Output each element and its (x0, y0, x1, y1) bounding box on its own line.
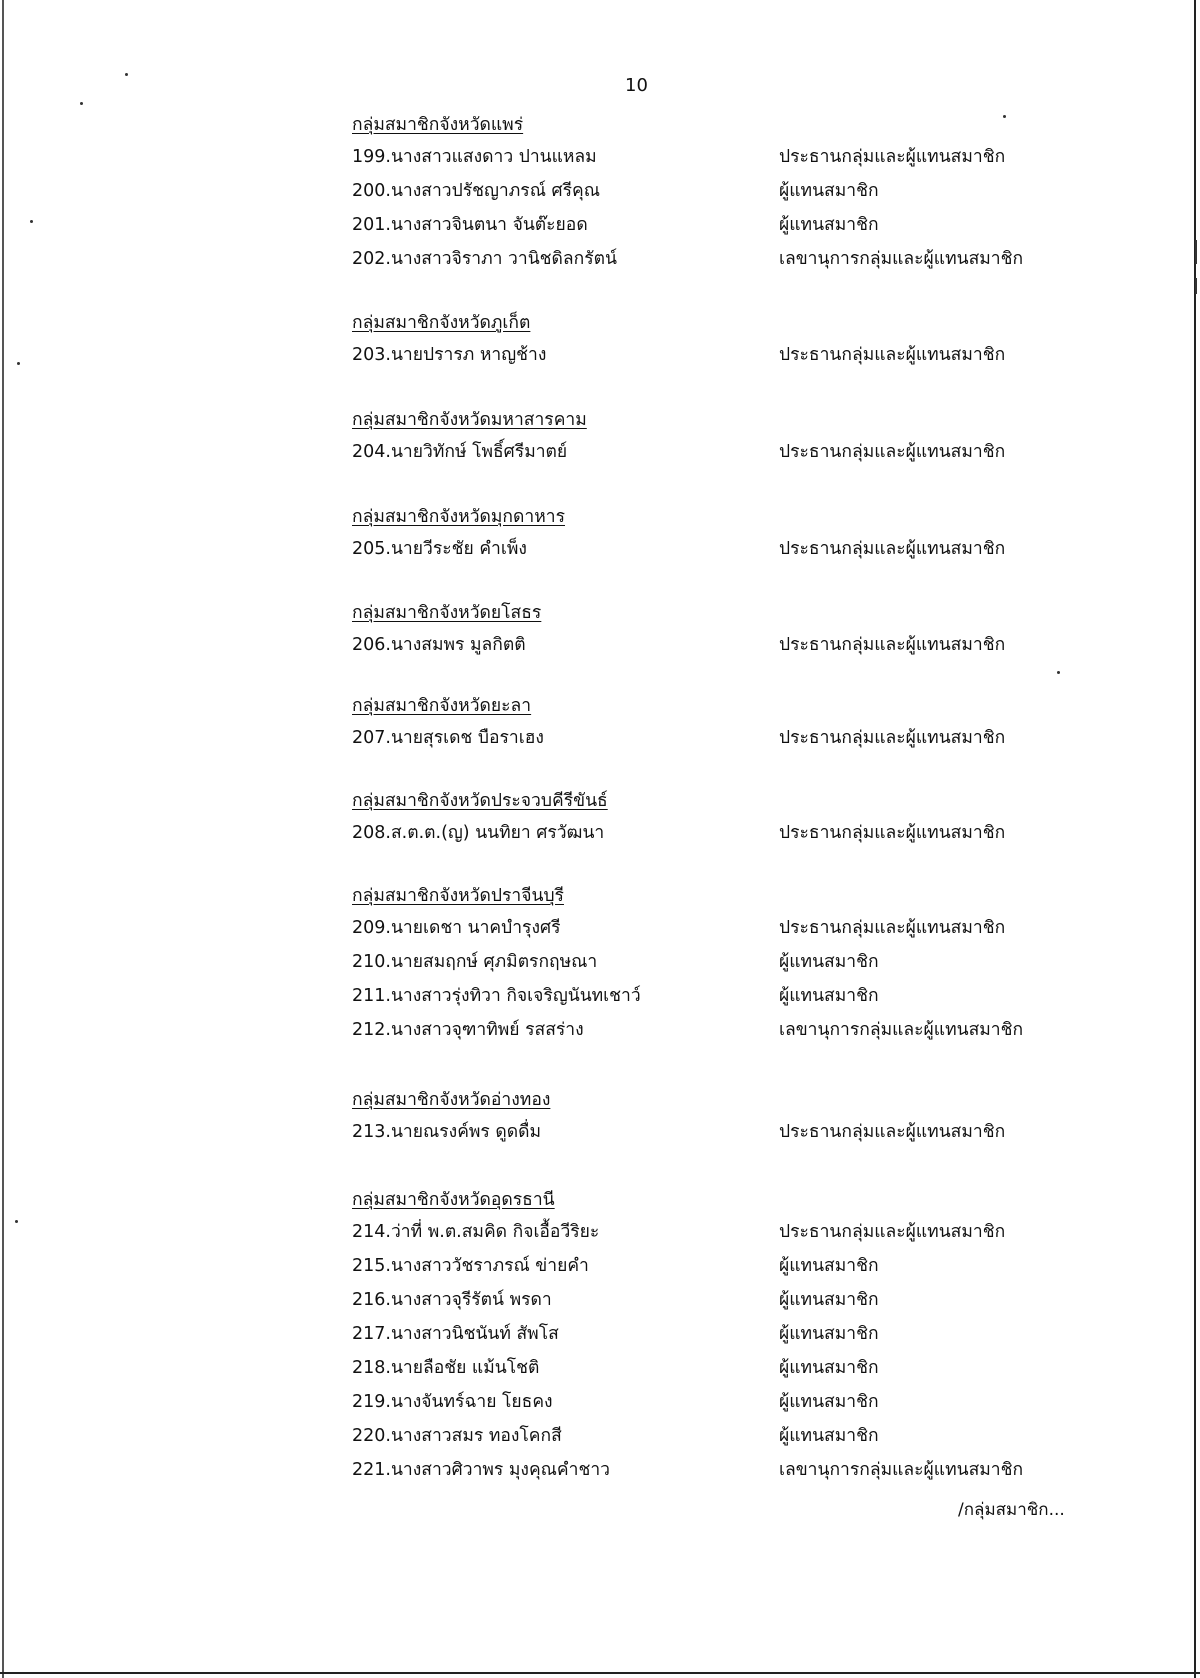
scan-mark (1195, 240, 1197, 264)
member-name: 214.ว่าที่ พ.ต.สมคิด กิจเอื้อวีริยะ (352, 1222, 600, 1242)
member-row (352, 628, 1072, 662)
group-ang-thong (352, 1085, 1072, 1149)
member-row (352, 532, 1072, 566)
group-title: กลุ่มสมาชิกจังหวัดแพร่ (352, 115, 524, 135)
scan-speck (1057, 671, 1060, 674)
member-role: ผู้แทนสมาชิก (779, 952, 879, 972)
member-role: ประธานกลุ่มและผู้แทนสมาชิก (779, 1122, 1006, 1142)
member-row (352, 1453, 1072, 1487)
group-phrae (352, 110, 1072, 276)
member-row (352, 1385, 1072, 1419)
member-role: เลขานุการกลุ่มและผู้แทนสมาชิก (779, 1460, 1024, 1480)
member-role: ประธานกลุ่มและผู้แทนสมาชิก (779, 345, 1006, 365)
member-role: ผู้แทนสมาชิก (779, 1392, 879, 1412)
group-title: กลุ่มสมาชิกจังหวัดมหาสารคาม (352, 410, 587, 430)
group-title: กลุ่มสมาชิกจังหวัดอ่างทอง (352, 1090, 551, 1110)
group-yasothon (352, 598, 1072, 662)
member-row (352, 1115, 1072, 1149)
scan-edge-bottom (0, 1672, 1200, 1674)
member-name: 204.นายวิทักษ์ โพธิ์ศรีมาตย์ (352, 442, 568, 462)
scan-speck (17, 362, 20, 365)
member-role: ผู้แทนสมาชิก (779, 215, 879, 235)
scan-edge-left (2, 0, 4, 1678)
member-role: ประธานกลุ่มและผู้แทนสมาชิก (779, 539, 1006, 559)
member-row (352, 1419, 1072, 1453)
member-role: ประธานกลุ่มและผู้แทนสมาชิก (779, 1222, 1006, 1242)
member-role: ประธานกลุ่มและผู้แทนสมาชิก (779, 918, 1006, 938)
member-role: ผู้แทนสมาชิก (779, 1256, 879, 1276)
member-role: ประธานกลุ่มและผู้แทนสมาชิก (779, 442, 1006, 462)
group-yala (352, 691, 1072, 755)
member-role: ประธานกลุ่มและผู้แทนสมาชิก (779, 635, 1006, 655)
member-name: 207.นายสุรเดช บือราเฮง (352, 728, 544, 748)
member-name: 208.ส.ต.ต.(ญ) นนทิยา ศรวัฒนา (352, 823, 605, 843)
member-name: 219.นางจันทร์ฉาย โยธคง (352, 1392, 553, 1412)
member-role: ประธานกลุ่มและผู้แทนสมาชิก (779, 728, 1006, 748)
group-mukdahan (352, 502, 1072, 566)
member-row (352, 174, 1072, 208)
member-role: เลขานุการกลุ่มและผู้แทนสมาชิก (779, 249, 1024, 269)
member-row (352, 1283, 1072, 1317)
member-row (352, 1013, 1072, 1047)
member-row (352, 435, 1072, 469)
member-name: 211.นางสาวรุ่งทิวา กิจเจริญนันทเชาว์ (352, 986, 641, 1006)
scan-speck (80, 102, 83, 105)
group-title: กลุ่มสมาชิกจังหวัดยะลา (352, 696, 532, 716)
member-name: 218.นายลือชัย แม้นโชติ (352, 1358, 540, 1378)
member-row (352, 945, 1072, 979)
group-maha-sarakham (352, 405, 1072, 469)
group-prachinburi (352, 881, 1072, 1047)
member-row (352, 242, 1072, 276)
member-role: ผู้แทนสมาชิก (779, 1290, 879, 1310)
member-role: ประธานกลุ่มและผู้แทนสมาชิก (779, 823, 1006, 843)
member-role: ผู้แทนสมาชิก (779, 181, 879, 201)
member-row (352, 911, 1072, 945)
member-role: ประธานกลุ่มและผู้แทนสมาชิก (779, 147, 1006, 167)
member-name: 212.นางสาวจุฑาทิพย์ รสสร่าง (352, 1020, 584, 1040)
member-role: ผู้แทนสมาชิก (779, 1358, 879, 1378)
group-title: กลุ่มสมาชิกจังหวัดอุดรธานี (352, 1190, 555, 1210)
scan-speck (15, 1220, 18, 1223)
member-name: 215.นางสาววัชราภรณ์ ข่ายคำ (352, 1256, 589, 1276)
member-name: 210.นายสมฤกษ์ ศุภมิตรกฤษณา (352, 952, 598, 972)
group-udon-thani (352, 1185, 1072, 1487)
member-name: 202.นางสาวจิราภา วานิชดิลกรัตน์ (352, 249, 617, 269)
group-title: กลุ่มสมาชิกจังหวัดยโสธร (352, 603, 542, 623)
member-name: 213.นายณรงค์พร ดูดดื่ม (352, 1122, 542, 1142)
continuation-note: /กลุ่มสมาชิก... (958, 1500, 1065, 1520)
member-name: 203.นายปรารภ หาญช้าง (352, 345, 547, 365)
group-title: กลุ่มสมาชิกจังหวัดประจวบคีรีขันธ์ (352, 791, 608, 811)
member-name: 217.นางสาวนิชนันท์ สัพโส (352, 1324, 559, 1344)
scan-speck (30, 220, 33, 223)
member-name: 209.นายเดชา นาคบำรุงศรี (352, 918, 561, 938)
member-row (352, 1215, 1072, 1249)
member-name: 216.นางสาวจุรีรัตน์ พรดา (352, 1290, 552, 1310)
group-title: กลุ่มสมาชิกจังหวัดปราจีนบุรี (352, 886, 564, 906)
member-row (352, 1317, 1072, 1351)
member-row (352, 208, 1072, 242)
group-prachuap-khiri-khan (352, 786, 1072, 850)
scan-mark (1195, 278, 1197, 294)
member-row (352, 1351, 1072, 1385)
member-name: 201.นางสาวจินตนา จันต๊ะยอด (352, 215, 588, 235)
group-title: กลุ่มสมาชิกจังหวัดมุกดาหาร (352, 507, 565, 527)
member-row (352, 140, 1072, 174)
member-name: 221.นางสาวศิวาพร มุงคุณคำชาว (352, 1460, 610, 1480)
member-row (352, 1249, 1072, 1283)
member-name: 200.นางสาวปรัชญาภรณ์ ศรีคุณ (352, 181, 600, 201)
member-role: เลขานุการกลุ่มและผู้แทนสมาชิก (779, 1020, 1024, 1040)
page-number: 10 (625, 75, 648, 96)
group-phuket (352, 308, 1072, 372)
member-name: 206.นางสมพร มูลกิตติ (352, 635, 526, 655)
member-role: ผู้แทนสมาชิก (779, 1426, 879, 1446)
member-row (352, 338, 1072, 372)
member-role: ผู้แทนสมาชิก (779, 986, 879, 1006)
member-name: 205.นายวีระชัย คำเพ็ง (352, 539, 527, 559)
member-row (352, 721, 1072, 755)
scan-speck (125, 73, 128, 76)
member-row (352, 816, 1072, 850)
member-role: ผู้แทนสมาชิก (779, 1324, 879, 1344)
member-name: 220.นางสาวสมร ทองโคกสี (352, 1426, 562, 1446)
member-name: 199.นางสาวแสงดาว ปานแหลม (352, 147, 597, 167)
member-row (352, 979, 1072, 1013)
group-title: กลุ่มสมาชิกจังหวัดภูเก็ต (352, 313, 531, 333)
